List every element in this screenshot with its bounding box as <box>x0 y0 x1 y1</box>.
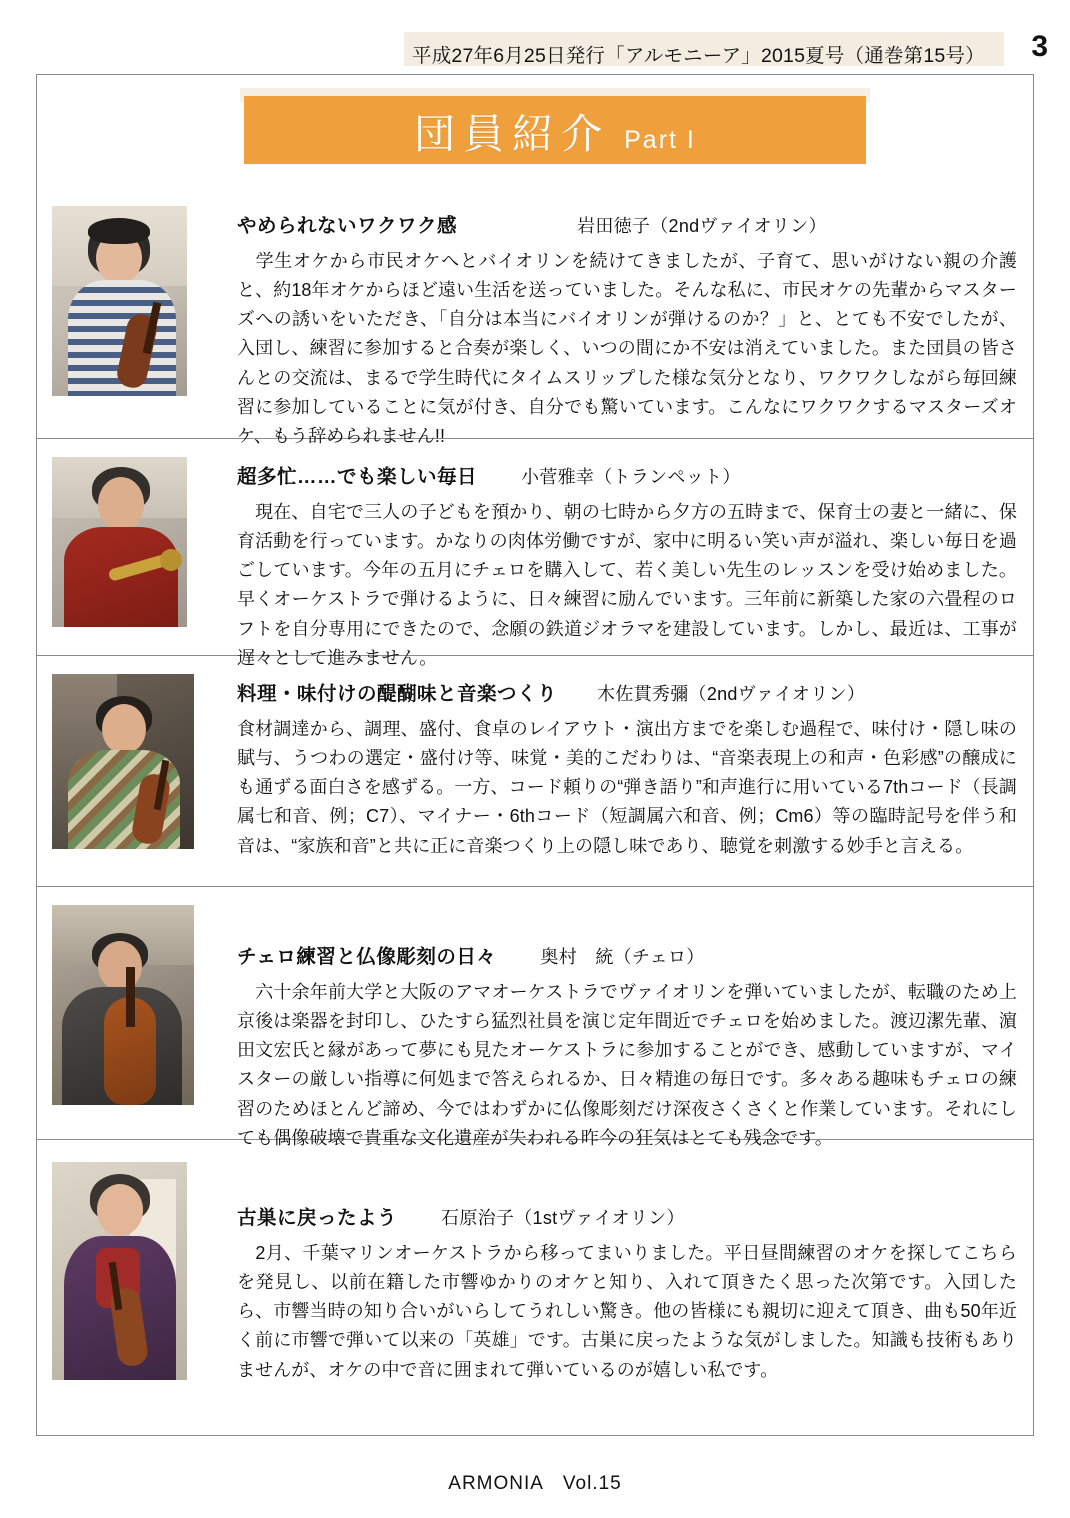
article-section-1 <box>37 186 1033 446</box>
member-photo-4 <box>52 905 194 1105</box>
banner-subtitle: Part I <box>624 125 696 154</box>
article-byline-5: 石原治子（1stヴァイオリン） <box>441 1208 685 1228</box>
article-body-3 <box>237 678 1017 861</box>
article-title-2: 超多忙……でも楽しい毎日 小菅雅幸（トランペット） <box>237 461 1017 489</box>
page-footer: ARMONIA Vol.15 <box>448 1473 622 1494</box>
section-banner <box>240 88 870 166</box>
article-section-3 <box>37 656 1033 887</box>
article-title-3: 料理・味付けの醍醐味と音楽つくり 木佐貫秀彌（2ndヴァイオリン） <box>237 678 1017 706</box>
banner-box <box>244 96 866 164</box>
banner-title: 団員紹介 <box>414 110 611 157</box>
article-byline-1: 岩田徳子（2ndヴァイオリン） <box>577 216 827 236</box>
article-text-5: 2月、千葉マリンオーケストラから移ってまいりました。平日昼間練習のオケを探してこちらを発見し、以前在籍した市響ゆかりのオケと知り、入れて頂きたく思った次第です。入団したら、市響当時の知り合いがいらしてうれしい驚き。他の皆様にも親切に迎えて頂き、曲も50年近く前に市響で弾いて以来の「英雄」です。古巣に戻ったような気がしました。知識も技術もありませんが、オケの中で音に囲まれて弾いているのが嬉しい私です。 <box>237 1243 1017 1380</box>
article-byline-3: 木佐貫秀彌（2ndヴァイオリン） <box>597 684 866 704</box>
member-photo-3 <box>52 674 194 849</box>
article-text-4: 六十余年前大学と大阪のアマオーケストラでヴァイオリンを弾いていましたが、転職のため上京後は楽器を封印し、ひたすら猛烈社員を演じ定年間近でチェロを始めました。渡辺潔先輩、濵田文宏氏と縁があって夢にも見たオーケストラに参加することができ、感動していますが、マイスターの厳しい指導に何処まで答えられるか、日々精進の毎日です。多々ある趣味もチェロの練習のためほとんど諦め、今ではわずかに仏像彫刻だけ深夜さくさくと作業しています。それにしても偶像破壊で貴重な文化遺産が失われる昨今の狂気はとても残念です。 <box>237 982 1017 1148</box>
article-text-1: 学生オケから市民オケへとバイオリンを続けてきましたが、子育て、思いがけない親の介護と、約18年オケからほど遠い生活を送っていました。そんな私に、市民オケの先輩からマスターズへの誘いをいただき、「自分は本当にバイオリンが弾けるのか？」と、とても不安でしたが、入団し、練習に参加すると合奏が楽しく、いつの間にか不安は消えていました。また団員の皆さんとの交流は、まるで学生時代にタイムスリップした様な気分となり、ワクワクしながら毎回練習に参加していることに気が付き、自分でも驚いています。こんなにワクワクするマスターズオケ、もう辞められません!! <box>237 251 1017 446</box>
article-title-5: 古巣に戻ったよう 石原治子（1stヴァイオリン） <box>237 1202 1017 1230</box>
member-photo-5 <box>52 1162 187 1380</box>
article-title-1: やめられないワクワク感 岩田徳子（2ndヴァイオリン） <box>237 210 1017 238</box>
article-body-5 <box>237 1202 1017 1385</box>
article-title-4: チェロ練習と仏像彫刻の日々 奥村 統（チェロ） <box>237 941 1017 969</box>
page-number: 3 <box>1031 30 1048 63</box>
article-text-2: 現在、自宅で三人の子どもを預かり、朝の七時から夕方の五時まで、保育士の妻と一緒に、保育活動を行っています。かなりの肉体労働ですが、家中に明るい笑い声が溢れ、楽しい毎日を過ごしています。今年の五月にチェロを購入して、若く美しい先生のレッスンを受け始めました。早くオーケストラで弾けるように、日々練習に励んでいます。三年前に新築した家の六畳程のロフトを自分専用にできたので、念願の鉄道ジオラマを建設しています。しかし、最近は、工事が遅々として進みません。 <box>237 502 1017 668</box>
member-photo-2 <box>52 457 187 627</box>
photo-face-2 <box>98 477 144 531</box>
article-body-1 <box>237 210 1017 451</box>
photo-face-4 <box>98 941 142 991</box>
member-photo-1 <box>52 206 187 396</box>
article-text-3: 食材調達から、調理、盛付、食卓のレイアウト・演出方までを楽しむ過程で、味付け・隠し味の賦与、うつわの選定・盛付け等、味覚・美的こだわりは、“音楽表現上の和声・色彩感”の醸成にも通ずる面白さを感ずる。一方、コード頼りの“弾き語り”和声進行に用いている7thコード（長調属七和音、例；C7）、マイナー・6thコード（短調属六和音、例；Cm6）等の臨時記号を伴う和音は、“家族和音”と共に正に音楽つくり上の隠し味であり、聴覚を刺激する妙手と言える。 <box>237 719 1017 856</box>
photo-face-5 <box>97 1184 143 1236</box>
article-byline-2: 小菅雅幸（トランペット） <box>521 467 741 487</box>
photo-face-3 <box>102 704 146 754</box>
article-body-4 <box>237 941 1017 1153</box>
article-section-5 <box>37 1140 1033 1436</box>
article-section-4 <box>37 887 1033 1148</box>
article-body-2 <box>237 461 1017 673</box>
article-byline-4: 奥村 統（チェロ） <box>540 947 705 967</box>
publication-date-line: 平成27年6月25日発行「アルモニーア」2015夏号（通巻第15号） <box>412 45 985 67</box>
article-section-2 <box>37 439 1033 668</box>
